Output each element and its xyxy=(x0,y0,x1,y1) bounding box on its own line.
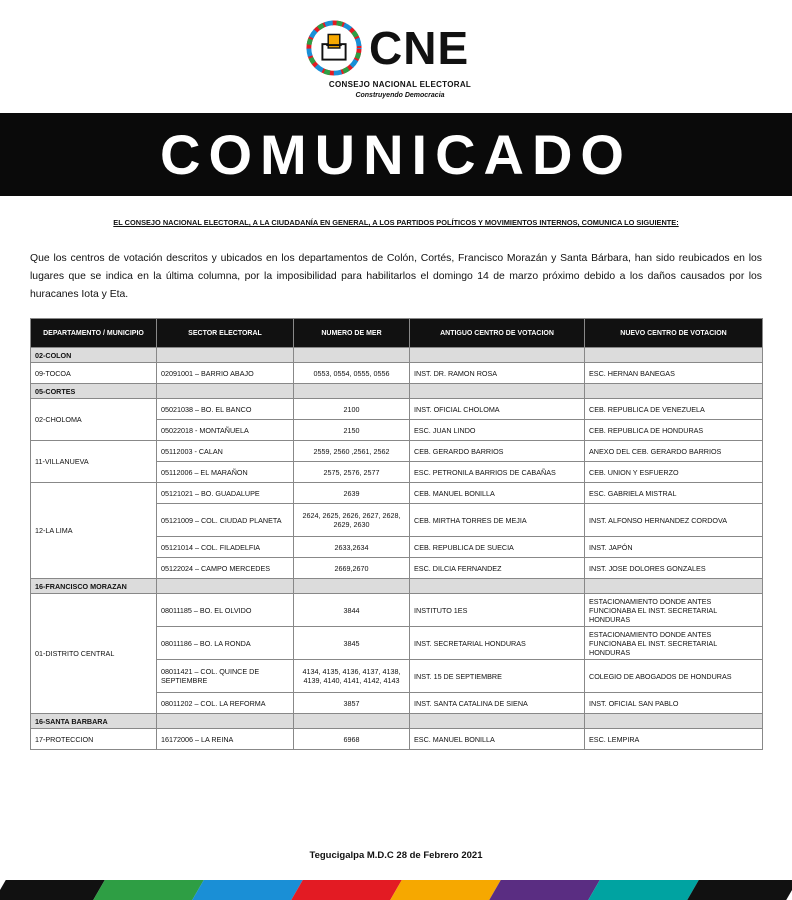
department-name: 02-COLON xyxy=(31,348,157,363)
mer-cell: 4134, 4135, 4136, 4137, 4138, 4139, 4140, 4141, 4142, 4143 xyxy=(294,660,410,693)
department-row xyxy=(31,384,763,399)
new-center-cell: INST. JAPÓN xyxy=(585,537,763,558)
stripe-segment xyxy=(291,880,402,900)
sector-cell: 08011185 – BO. EL OLVIDO xyxy=(157,594,294,627)
old-center-cell: INST. SECRETARIAL HONDURAS xyxy=(410,627,585,660)
old-center-cell: ESC. JUAN LINDO xyxy=(410,420,585,441)
mer-cell: 2669,2670 xyxy=(294,558,410,579)
old-center-cell: INSTITUTO 1ES xyxy=(410,594,585,627)
mer-cell: 2575, 2576, 2577 xyxy=(294,462,410,483)
stripe-segment xyxy=(588,880,699,900)
mer-cell: 3857 xyxy=(294,693,410,714)
new-center-cell: ESC. GABRIELA MISTRAL xyxy=(585,483,763,504)
mer-cell: 6968 xyxy=(294,729,410,750)
old-center-cell: INST. OFICIAL CHOLOMA xyxy=(410,399,585,420)
sector-cell: 05121014 – COL. FILADELFIA xyxy=(157,537,294,558)
old-center-cell: CEB. REPUBLICA DE SUECIA xyxy=(410,537,585,558)
table-header-row xyxy=(31,319,763,348)
new-center-cell: INST. OFICIAL SAN PABLO xyxy=(585,693,763,714)
header-mer: NUMERO DE MER xyxy=(294,319,410,348)
department-row-blank xyxy=(157,384,294,399)
mer-cell: 2100 xyxy=(294,399,410,420)
tagline: Construyendo Democracia xyxy=(355,92,445,99)
table-row xyxy=(31,399,763,420)
header-antiguo: ANTIGUO CENTRO DE VOTACION xyxy=(410,319,585,348)
department-name: 16-SANTA BARBARA xyxy=(31,714,157,729)
old-center-cell: INST. DR. RAMON ROSA xyxy=(410,363,585,384)
sector-cell: 08011421 – COL. QUINCE DE SEPTIEMBRE xyxy=(157,660,294,693)
mer-cell: 2559, 2560 ,2561, 2562 xyxy=(294,441,410,462)
municipality-name: 01-DISTRITO CENTRAL xyxy=(31,594,157,714)
stripe-segment xyxy=(93,880,204,900)
department-row-blank xyxy=(157,714,294,729)
sector-cell: 05121021 – BO. GUADALUPE xyxy=(157,483,294,504)
old-center-cell: INST. SANTA CATALINA DE SIENA xyxy=(410,693,585,714)
mer-cell: 2150 xyxy=(294,420,410,441)
municipality-name: 12-LA LIMA xyxy=(31,483,157,579)
table-row xyxy=(31,594,763,627)
footer-date: Tegucigalpa M.D.C 28 de Febrero 2021 xyxy=(309,850,483,861)
sector-cell: 05021038 – BO. EL BANCO xyxy=(157,399,294,420)
sector-cell: 05121009 – COL. CIUDAD PLANETA xyxy=(157,504,294,537)
department-row-blank xyxy=(294,384,410,399)
sector-cell: 16172006 – LA REINA xyxy=(157,729,294,750)
old-center-cell: ESC. PETRONILA BARRIOS DE CABAÑAS xyxy=(410,462,585,483)
mer-cell: 3844 xyxy=(294,594,410,627)
department-row xyxy=(31,714,763,729)
old-center-cell: INST. 15 DE SEPTIEMBRE xyxy=(410,660,585,693)
stripe-segment xyxy=(192,880,303,900)
stripe-segment xyxy=(489,880,600,900)
sector-cell: 05112003 - CALAN xyxy=(157,441,294,462)
department-name: 05-CORTES xyxy=(31,384,157,399)
table-row xyxy=(31,363,763,384)
old-center-cell: CEB. MIRTHA TORRES DE MEJIA xyxy=(410,504,585,537)
department-row-blank xyxy=(294,579,410,594)
municipality-name: 17-PROTECCION xyxy=(31,729,157,750)
header-departamento: DEPARTAMENTO / MUNICIPIO xyxy=(31,319,157,348)
department-row xyxy=(31,348,763,363)
new-center-cell: CEB. REPUBLICA DE HONDURAS xyxy=(585,420,763,441)
municipality-name: 11-VILLANUEVA xyxy=(31,441,157,483)
body-paragraph: Que los centros de votación descritos y ubicados en los departamentos de Colón, Cortés, Francisco Morazán y Santa Bárbara, han sido reubicados en los lugares que se indica en la última columna, por la imposibilidad para habilitarlos el domingo 14 de marzo próximo debido a los daños causados por los huracanes Iota y Eta. xyxy=(30,253,762,300)
new-center-cell: INST. JOSE DOLORES GONZALES xyxy=(585,558,763,579)
table-row xyxy=(31,483,763,504)
header-sector: SECTOR ELECTORAL xyxy=(157,319,294,348)
department-row-blank xyxy=(410,714,585,729)
mer-cell: 2633,2634 xyxy=(294,537,410,558)
table-body xyxy=(31,348,763,750)
sector-cell: 08011202 – COL. LA REFORMA xyxy=(157,693,294,714)
old-center-cell: CEB. GERARDO BARRIOS xyxy=(410,441,585,462)
department-row-blank xyxy=(294,348,410,363)
sector-cell: 08011186 – BO. LA RONDA xyxy=(157,627,294,660)
sector-cell: 05112006 – EL MARAÑON xyxy=(157,462,294,483)
department-row-blank xyxy=(294,714,410,729)
department-row-blank xyxy=(585,348,763,363)
mer-cell: 2624, 2625, 2626, 2627, 2628, 2629, 2630 xyxy=(294,504,410,537)
new-center-cell: ESC. HERNAN BANEGAS xyxy=(585,363,763,384)
stripe-segment xyxy=(0,880,105,900)
department-name: 16-FRANCISCO MORAZAN xyxy=(31,579,157,594)
new-center-cell: CEB. UNION Y ESFUERZO xyxy=(585,462,763,483)
ballot-box-icon xyxy=(305,19,363,77)
new-center-cell: ANEXO DEL CEB. GERARDO BARRIOS xyxy=(585,441,763,462)
department-row xyxy=(31,579,763,594)
mer-cell: 3845 xyxy=(294,627,410,660)
department-row-blank xyxy=(410,384,585,399)
new-center-cell: ESC. LEMPIRA xyxy=(585,729,763,750)
department-row-blank xyxy=(585,579,763,594)
logo-text: CNE xyxy=(369,22,470,74)
sector-cell: 02091001 – BARRIO ABAJO xyxy=(157,363,294,384)
stripe-segment xyxy=(687,880,792,900)
sector-cell: 05022018 - MONTAÑUELA xyxy=(157,420,294,441)
mer-cell: 0553, 0554, 0555, 0556 xyxy=(294,363,410,384)
new-center-cell: INST. ALFONSO HERNANDEZ CORDOVA xyxy=(585,504,763,537)
department-row-blank xyxy=(157,348,294,363)
header-nuevo: NUEVO CENTRO DE VOTACION xyxy=(585,319,763,348)
table-row xyxy=(31,441,763,462)
department-row-blank xyxy=(410,348,585,363)
old-center-cell: ESC. DILCIA FERNANDEZ xyxy=(410,558,585,579)
org-name: CONSEJO NACIONAL ELECTORAL xyxy=(328,80,472,89)
comunicado-banner: COMUNICADO xyxy=(0,113,792,196)
relocation-table xyxy=(30,318,763,750)
stripe-segment xyxy=(390,880,501,900)
new-center-cell: ESTACIONAMIENTO DONDE ANTES FUNCIONABA EL INST. SECRETARIAL HONDURAS xyxy=(585,627,763,660)
table-row xyxy=(31,729,763,750)
department-row-blank xyxy=(585,714,763,729)
department-row-blank xyxy=(157,579,294,594)
new-center-cell: COLEGIO DE ABOGADOS DE HONDURAS xyxy=(585,660,763,693)
old-center-cell: ESC. MANUEL BONILLA xyxy=(410,729,585,750)
old-center-cell: CEB. MANUEL BONILLA xyxy=(410,483,585,504)
header xyxy=(0,10,792,105)
color-stripe xyxy=(0,880,792,900)
new-center-cell: ESTACIONAMIENTO DONDE ANTES FUNCIONABA EL INST. SECRETARIAL HONDURAS xyxy=(585,594,763,627)
cne-logo xyxy=(305,15,495,105)
municipality-name: 02-CHOLOMA xyxy=(31,399,157,441)
municipality-name: 09-TOCOA xyxy=(31,363,157,384)
mer-cell: 2639 xyxy=(294,483,410,504)
department-row-blank xyxy=(585,384,763,399)
sector-cell: 05122024 – CAMPO MERCEDES xyxy=(157,558,294,579)
department-row-blank xyxy=(410,579,585,594)
new-center-cell: CEB. REPUBLICA DE VENEZUELA xyxy=(585,399,763,420)
intro-line: EL CONSEJO NACIONAL ELECTORAL, A LA CIUDADANÍA EN GENERAL, A LOS PARTIDOS POLÍTICOS Y MOVIMIENTOS INTERNOS, COMUNICA LO SIGUIENTE: xyxy=(113,218,679,227)
